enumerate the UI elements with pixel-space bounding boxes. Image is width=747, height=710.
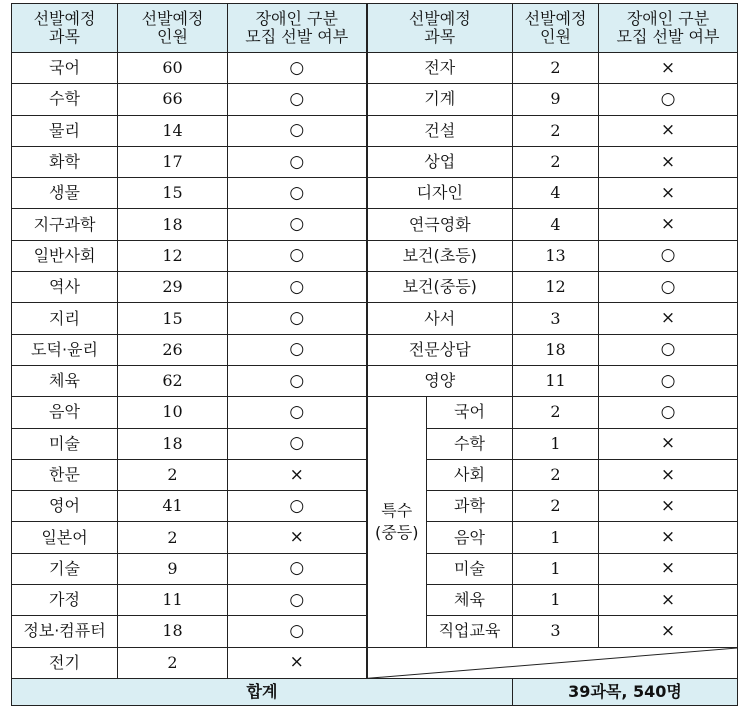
count-cell: 9 [118,553,228,584]
subject-cell: 체육 [427,585,513,616]
subject-cell: 건설 [367,115,513,146]
subject-cell: 미술 [12,428,118,459]
selection-mark: × [599,146,738,177]
subject-cell: 전기 [12,647,118,678]
subject-cell: 국어 [12,53,118,84]
count-cell: 10 [118,397,228,428]
selection-mark: ○ [228,178,367,209]
header-count-right: 선발예정 인원 [513,4,599,53]
diagonal-line [368,648,738,678]
subject-cell: 과학 [427,491,513,522]
table-row [12,647,738,678]
count-cell: 15 [118,303,228,334]
subject-cell: 정보·컴퓨터 [12,616,118,647]
subject-cell: 디자인 [367,178,513,209]
count-cell: 17 [118,146,228,177]
subject-cell: 연극영화 [367,209,513,240]
count-cell: 2 [513,491,599,522]
selection-mark: ○ [599,397,738,428]
selection-mark: ○ [228,272,367,303]
count-cell: 2 [513,397,599,428]
subject-cell: 체육 [12,365,118,396]
table-row [12,334,738,365]
table-row [12,272,738,303]
count-cell: 9 [513,84,599,115]
subject-cell: 전문상담 [367,334,513,365]
count-cell: 66 [118,84,228,115]
subject-cell: 상업 [367,146,513,177]
header-disabled: 장애인 구분 모집 선발 여부 [228,4,367,53]
subject-cell: 국어 [427,397,513,428]
count-cell: 2 [513,115,599,146]
subject-cell: 가정 [12,585,118,616]
selection-mark: × [228,522,367,553]
table-row [12,146,738,177]
subject-cell: 영양 [367,365,513,396]
table-row [12,303,738,334]
table-row [12,365,738,396]
table-row [12,115,738,146]
count-cell: 12 [118,240,228,271]
table-row [12,397,738,428]
subject-cell: 보건(중등) [367,272,513,303]
subject-cell: 수학 [427,428,513,459]
selection-mark: × [599,616,738,647]
selection-mark: × [228,459,367,490]
table-row [12,53,738,84]
subject-cell: 사서 [367,303,513,334]
subject-cell: 지리 [12,303,118,334]
selection-mark: ○ [228,240,367,271]
empty-diagonal-cell [367,647,738,678]
subject-cell: 수학 [12,84,118,115]
count-cell: 4 [513,178,599,209]
selection-mark: ○ [228,209,367,240]
count-cell: 18 [118,428,228,459]
count-cell: 29 [118,272,228,303]
subject-cell: 영어 [12,491,118,522]
selection-mark: ○ [228,334,367,365]
selection-mark: × [599,209,738,240]
selection-mark: × [599,53,738,84]
count-cell: 1 [513,522,599,553]
count-cell: 3 [513,303,599,334]
special-label-line1: 특수 [381,501,413,521]
subject-cell: 한문 [12,459,118,490]
selection-mark: × [599,303,738,334]
selection-mark: ○ [599,334,738,365]
selection-mark: ○ [599,272,738,303]
subject-cell: 화학 [12,146,118,177]
count-cell: 1 [513,585,599,616]
count-cell: 4 [513,209,599,240]
table-row [12,84,738,115]
selection-mark: ○ [228,616,367,647]
header-disabled-right: 장애인 구분 모집 선발 여부 [599,4,738,53]
count-cell: 18 [513,334,599,365]
selection-mark: ○ [228,303,367,334]
recruitment-table [11,3,738,706]
subject-cell: 물리 [12,115,118,146]
header-subject-right: 선발예정 과목 [367,4,513,53]
subject-cell: 보건(초등) [367,240,513,271]
count-cell: 41 [118,491,228,522]
subject-cell: 기술 [12,553,118,584]
subject-cell: 전자 [367,53,513,84]
selection-mark: ○ [228,84,367,115]
selection-mark: × [599,115,738,146]
count-cell: 2 [513,53,599,84]
count-cell: 60 [118,53,228,84]
subject-cell: 직업교육 [427,616,513,647]
count-cell: 2 [118,459,228,490]
selection-mark: ○ [228,115,367,146]
count-cell: 3 [513,616,599,647]
selection-mark: ○ [228,553,367,584]
header-subject: 선발예정 과목 [12,4,118,53]
count-cell: 11 [513,365,599,396]
selection-mark: × [599,428,738,459]
header-row [12,4,738,53]
count-cell: 1 [513,553,599,584]
count-cell: 1 [513,428,599,459]
selection-mark: × [599,522,738,553]
count-cell: 14 [118,115,228,146]
selection-mark: ○ [228,491,367,522]
selection-mark: ○ [228,428,367,459]
selection-mark: × [599,459,738,490]
special-group-label [367,397,427,647]
subject-cell: 미술 [427,553,513,584]
total-row [12,678,738,705]
count-cell: 11 [118,585,228,616]
subject-cell: 역사 [12,272,118,303]
selection-mark: × [599,585,738,616]
selection-mark: × [599,491,738,522]
header-count: 선발예정 인원 [118,4,228,53]
count-cell: 62 [118,365,228,396]
total-value: 39과목, 540명 [513,678,738,705]
selection-mark: ○ [228,53,367,84]
count-cell: 12 [513,272,599,303]
subject-cell: 음악 [427,522,513,553]
count-cell: 2 [513,146,599,177]
subject-cell: 일본어 [12,522,118,553]
count-cell: 15 [118,178,228,209]
selection-mark: × [228,647,367,678]
count-cell: 2 [118,522,228,553]
subject-cell: 일반사회 [12,240,118,271]
table-row [12,209,738,240]
selection-mark: ○ [228,365,367,396]
selection-mark: ○ [599,240,738,271]
count-cell: 26 [118,334,228,365]
subject-cell: 기계 [367,84,513,115]
selection-mark: ○ [228,146,367,177]
subject-cell: 도덕·윤리 [12,334,118,365]
count-cell: 18 [118,209,228,240]
special-label-line2: (중등) [375,522,419,542]
total-label: 합계 [12,678,513,705]
selection-mark: ○ [228,397,367,428]
selection-mark: × [599,178,738,209]
selection-mark: ○ [599,84,738,115]
selection-mark: ○ [599,365,738,396]
count-cell: 2 [513,459,599,490]
selection-mark: ○ [228,585,367,616]
subject-cell: 지구과학 [12,209,118,240]
count-cell: 13 [513,240,599,271]
subject-cell: 생물 [12,178,118,209]
subject-cell: 음악 [12,397,118,428]
table-row [12,240,738,271]
count-cell: 18 [118,616,228,647]
subject-cell: 사회 [427,459,513,490]
selection-mark: × [599,553,738,584]
count-cell: 2 [118,647,228,678]
table-row [12,178,738,209]
